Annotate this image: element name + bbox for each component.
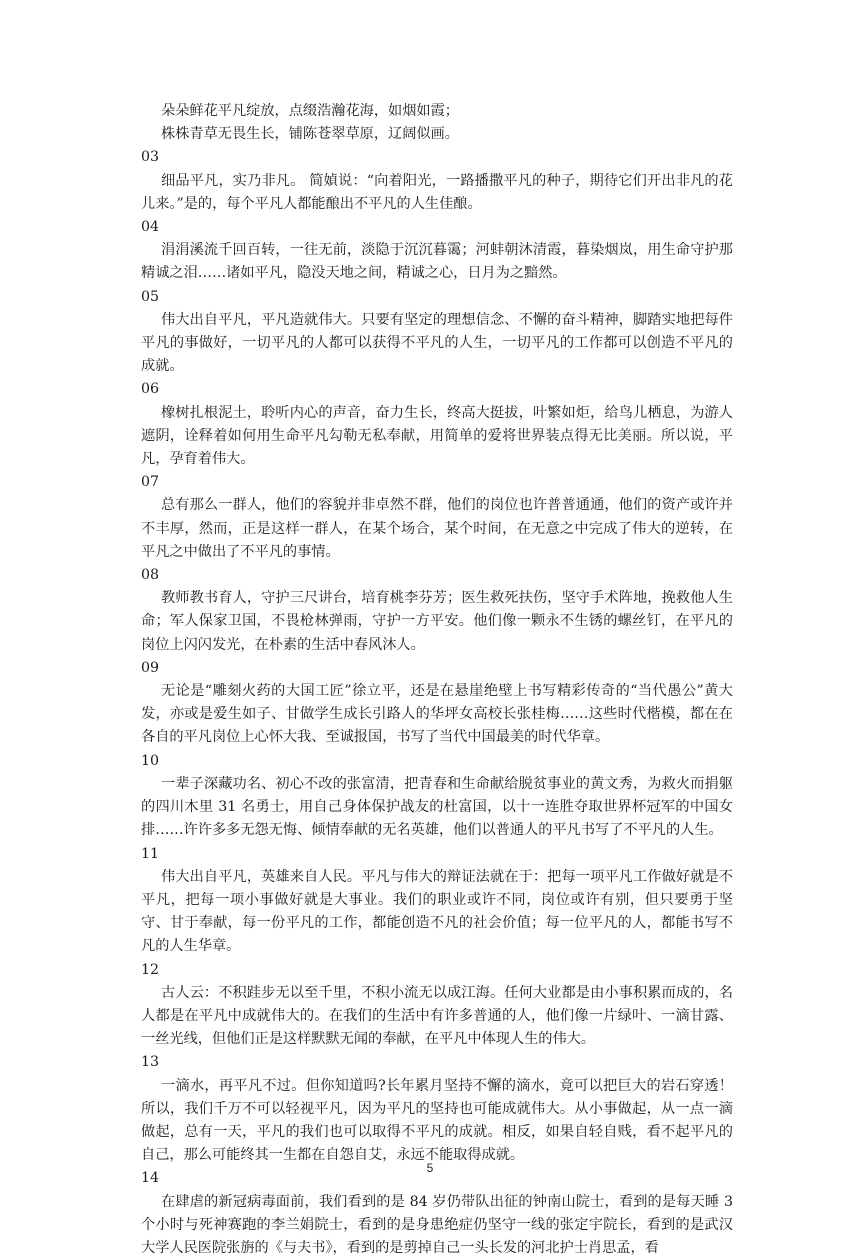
- section-number: 09: [141, 659, 160, 676]
- section-number: 11: [141, 845, 160, 862]
- section-paragraph: 无论是“雕刻火药的大国工匠”徐立平，还是在悬崖绝壁上书写精彩传奇的“当代愚公”黄大发，亦或是爱生如子、甘做学生成长引路人的华坪女高校长张桂梅……这些时代楷模，都在在各自的平凡岗位上心怀大我、至诚报国，书写了当代中国最美的时代华章。: [141, 683, 733, 746]
- lead-line-1: 朵朵鲜花平凡绽放，点缀浩瀚花海，如烟如霞；: [161, 103, 459, 119]
- section-paragraph: 伟大出自平凡，平凡造就伟大。只要有坚定的理想信念、不懈的奋斗精神，脚踏实地把每件平凡的事做好，一切平凡的人都可以获得不平凡的人生，一切平凡的工作都可以创造不平凡的成就。: [141, 311, 733, 375]
- section-paragraph: 在肆虐的新冠病毒面前，我们看到的是 84 岁仍带队出征的钟南山院士，看到的是每天睡 3 个小时与死神赛跑的李兰娟院士，看到的是身患绝症仍坚守一线的张定宇院长，看到的是武汉大学人民医院张旃的《与夫书》，看到的是剪掉自己一头长发的河北护士肖思孟，看: [141, 1193, 733, 1256]
- section-number: 05: [141, 288, 160, 305]
- section-number: 06: [141, 381, 160, 398]
- section-paragraph: 一辈子深藏功名、初心不改的张富清，把青春和生命献给脱贫事业的黄文秀，为救火而捐躯的四川木里 31 名勇士，用自己身体保护战友的杜富国，以十一连胜夺取世界杯冠军的中国女排……许许多多无怨无悔、倾情奉献的无名英雄，他们以普通人的平凡书写了不平凡的人生。: [141, 775, 733, 839]
- section-number: 10: [141, 752, 160, 769]
- section-number: 13: [141, 1054, 160, 1071]
- section-number: 14: [141, 1170, 160, 1187]
- section-paragraph: 橡树扎根泥土，聆听内心的声音，奋力生长，终高大挺拔，叶繁如炬，给鸟儿栖息，为游人遮阴，诠释着如何用生命平凡勾勒无私奉献，用简单的爱将世界装点得无比美丽。所以说，平凡，孕育着伟大。: [141, 404, 733, 468]
- section-number: 12: [141, 961, 160, 978]
- section-number: 03: [141, 149, 160, 166]
- document-body: [141, 100, 733, 1260]
- section-paragraph: 涓涓溪流千回百转，一往无前，淡隐于沉沉暮霭；河蚌朝沐清霞，暮染烟岚，用生命守护那精诚之泪……诸如平凡，隐没天地之间，精诚之心，日月为之黯然。: [141, 242, 733, 282]
- section-paragraph: 古人云：不积跬步无以至千里，不积小流无以成江海。任何大业都是由小事积累而成的，名人都是在平凡中成就伟大的。在我们的生活中有许多普通的人，他们像一片绿叶、一滴甘露、一丝光线，但他们正是这样默默无闻的奉献，在平凡中体现人生的伟大。: [141, 984, 733, 1048]
- section-paragraph: 伟大出自平凡，英雄来自人民。平凡与伟大的辩证法就在于：把每一项平凡工作做好就是不平凡，把每一项小事做好就是大事业。我们的职业或许不同，岗位或许有别，但只要勇于坚守、甘于奉献，每一份平凡的工作，都能创造不凡的社会价值；每一位平凡的人，都能书写不凡的人生华章。: [141, 868, 733, 955]
- section-paragraph: 细品平凡，实乃非凡。 简媜说：“向着阳光，一路播撒平凡的种子，期待它们开出非凡的花儿来。”是的，每个平凡人都能酿出不平凡的人生佳酿。: [141, 172, 733, 212]
- section-number: 08: [141, 567, 160, 584]
- section-paragraph: 教师教书育人，守护三尺讲台，培育桃李芬芳；医生救死扶伤，坚守手术阵地，挽救他人生命；军人保家卫国，不畏枪林弹雨，守护一方平安。他们像一颗永不生锈的螺丝钉，在平凡的岗位上闪闪发光，在朴素的生活中春风沐人。: [141, 590, 733, 653]
- section-number: 04: [141, 219, 160, 236]
- page-number: 5: [426, 1161, 434, 1175]
- section-paragraph: 总有那么一群人，他们的容貌并非卓然不群，他们的岗位也许普普通通，他们的资产或许并不丰厚，然而，正是这样一群人，在某个场合，某个时间，在无意之中完成了伟大的逆转，在平凡之中做出了不平凡的事情。: [141, 497, 733, 560]
- section-paragraph: 一滴水，再平凡不过。但你知道吗?长年累月坚持不懈的滴水，竟可以把巨大的岩石穿透！所以，我们千万不可以轻视平凡，因为平凡的坚持也可能成就伟大。从小事做起，从一点一滴做起，总有一天，平凡的我们也可以取得不平凡的成就。相反，如果自轻自贱，看不起平凡的自己，那么可能终其一生都在自怨自艾，永远不能取得成就。: [141, 1077, 733, 1164]
- section-number: 07: [141, 474, 160, 491]
- lead-line-2: 株株青草无畏生长，铺陈苍翠草原，辽阔似画。: [161, 126, 459, 143]
